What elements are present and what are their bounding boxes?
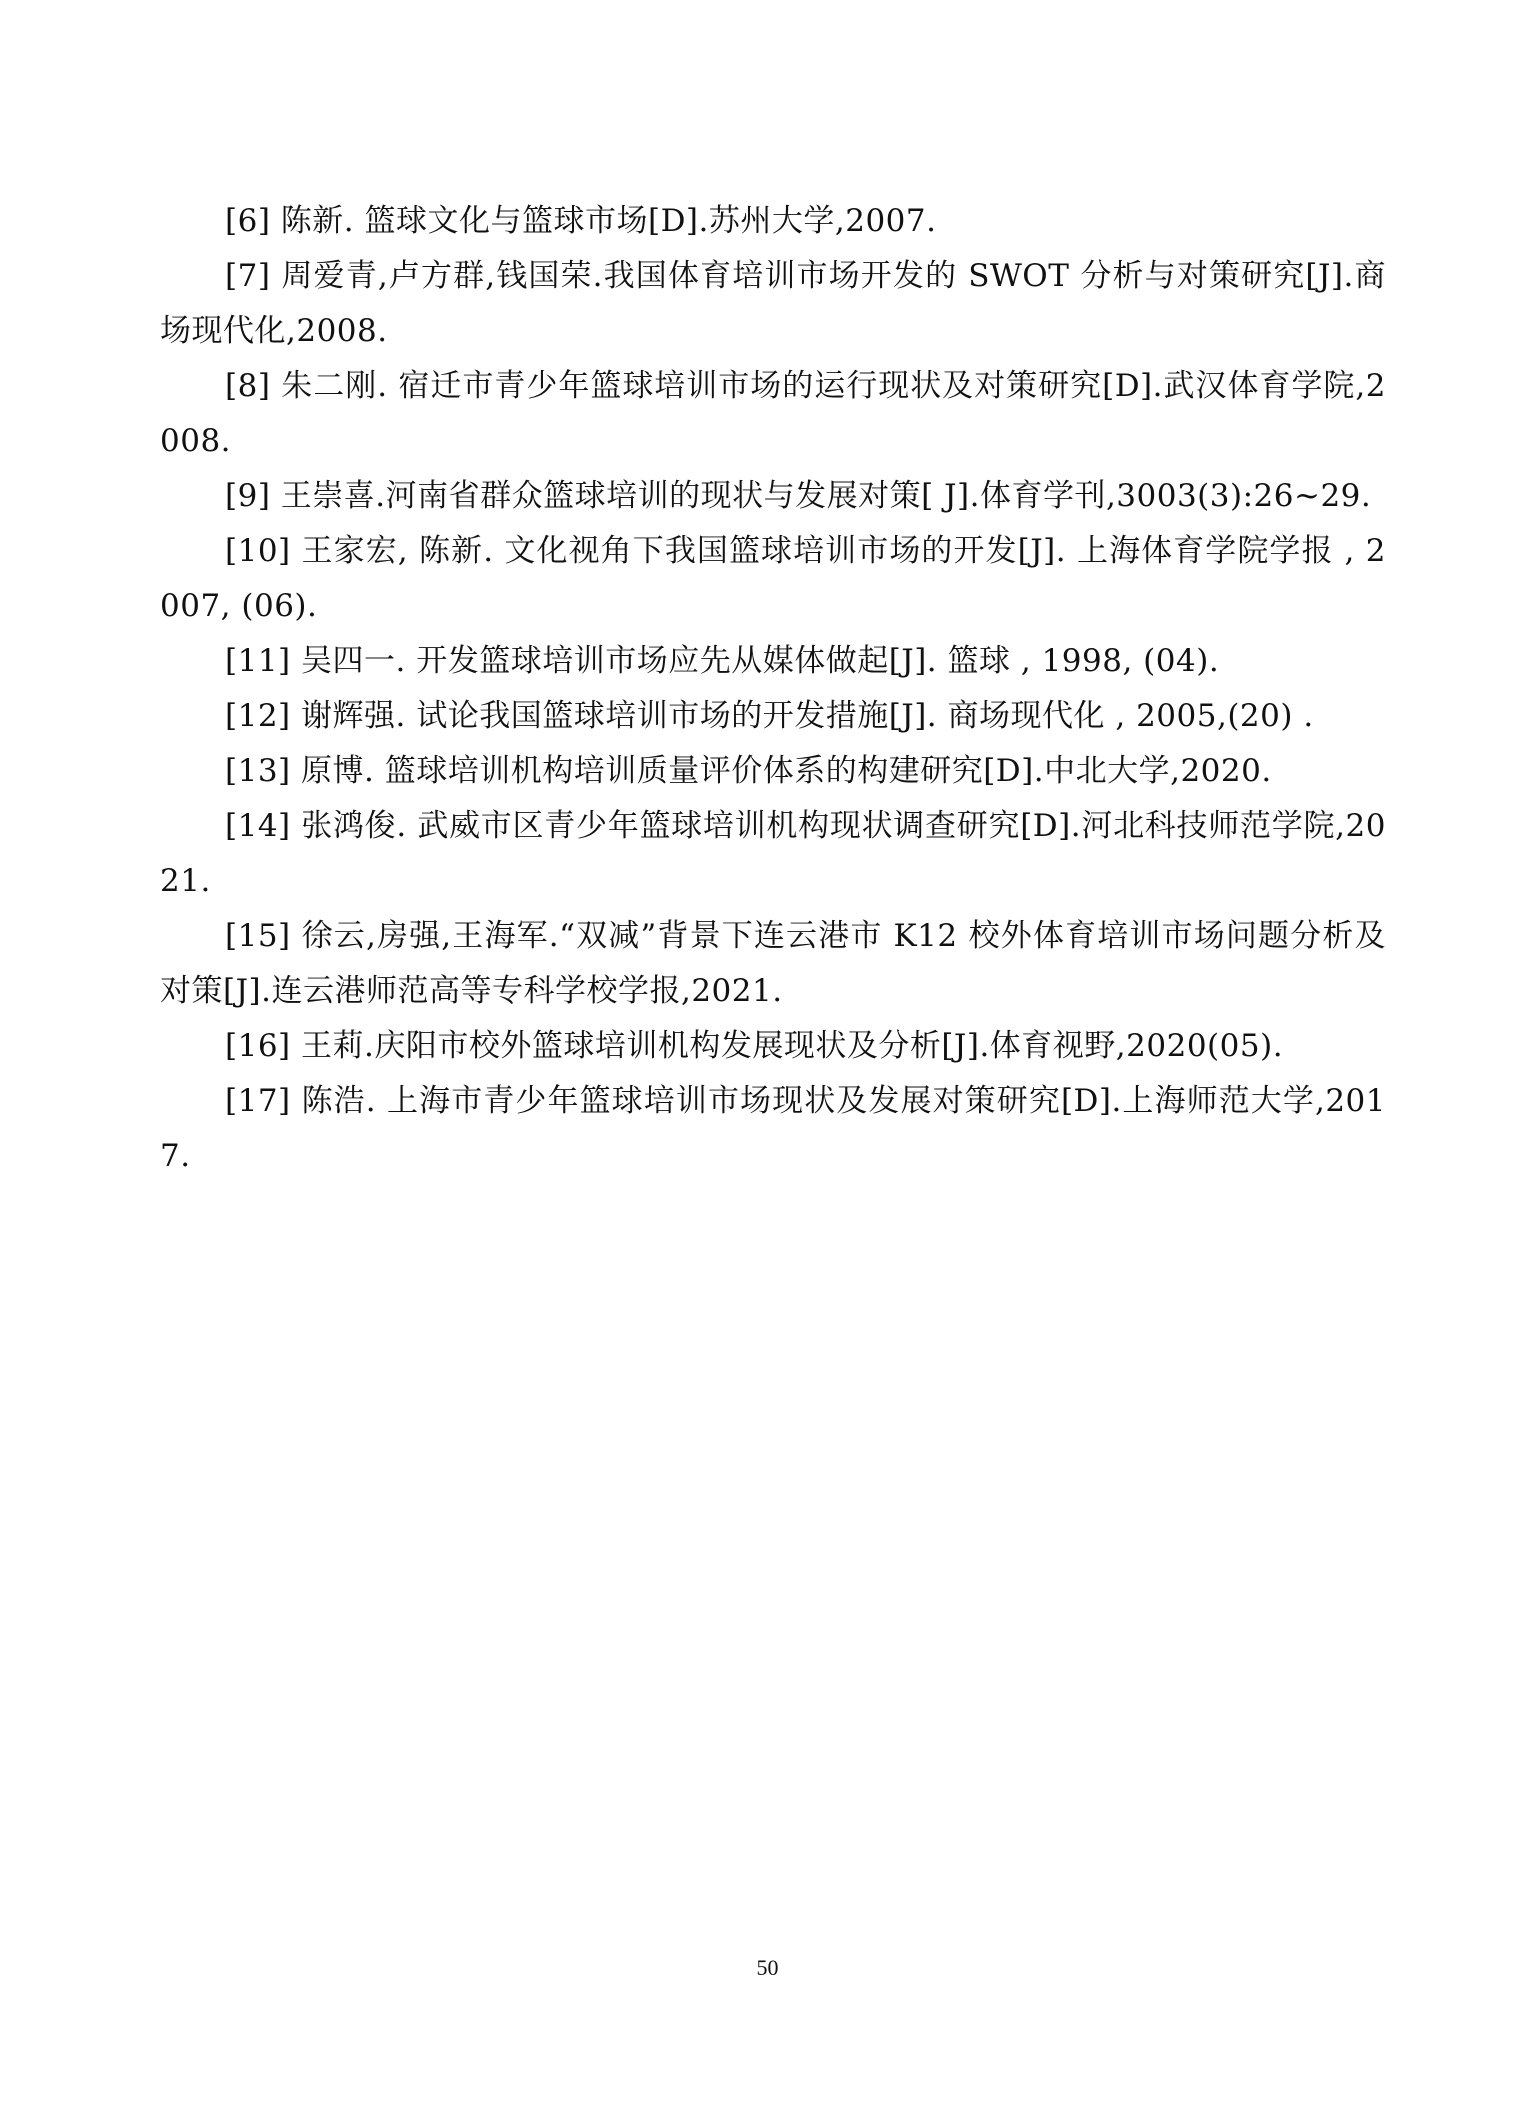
- reference-item: [8] 朱二刚. 宿迁市青少年篮球培训市场的运行现状及对策研究[D].武汉体育学院,2008.: [160, 368, 1386, 459]
- reference-item: [15] 徐云,房强,王海军.“双减”背景下连云港市 K12 校外体育培训市场问题分析及对策[J].连云港师范高等专科学校学报,2021.: [160, 918, 1386, 1009]
- reference-item: [12] 谢辉强. 试论我国篮球培训市场的开发措施[J]. 商场现代化 , 2005,(20) .: [225, 698, 1314, 734]
- reference-list: [160, 194, 1386, 1184]
- reference-item: [11] 吴四一. 开发篮球培训市场应先从媒体做起[J]. 篮球 , 1998, (04).: [225, 643, 1220, 679]
- reference-item: [10] 王家宏, 陈新. 文化视角下我国篮球培训市场的开发[J]. 上海体育学院学报 , 2007, (06).: [160, 533, 1386, 624]
- reference-item: [7] 周爱青,卢方群,钱国荣.我国体育培训市场开发的 SWOT 分析与对策研究[J].商场现代化,2008.: [160, 258, 1386, 349]
- reference-item: [17] 陈浩. 上海市青少年篮球培训市场现状及发展对策研究[D].上海师范大学,2017.: [160, 1083, 1386, 1174]
- page-number: 50: [756, 1955, 779, 1980]
- reference-item: [16] 王莉.庆阳市校外篮球培训机构发展现状及分析[J].体育视野,2020(05).: [225, 1028, 1284, 1064]
- reference-item: [13] 原博. 篮球培训机构培训质量评价体系的构建研究[D].中北大学,2020.: [225, 753, 1272, 789]
- reference-item: [6] 陈新. 篮球文化与篮球市场[D].苏州大学,2007.: [225, 203, 937, 239]
- reference-item: [14] 张鸿俊. 武威市区青少年篮球培训机构现状调查研究[D].河北科技师范学院,2021.: [160, 808, 1386, 899]
- reference-item: [9] 王崇喜.河南省群众篮球培训的现状与发展对策[ J].体育学刊,3003(3):26~29.: [225, 478, 1372, 514]
